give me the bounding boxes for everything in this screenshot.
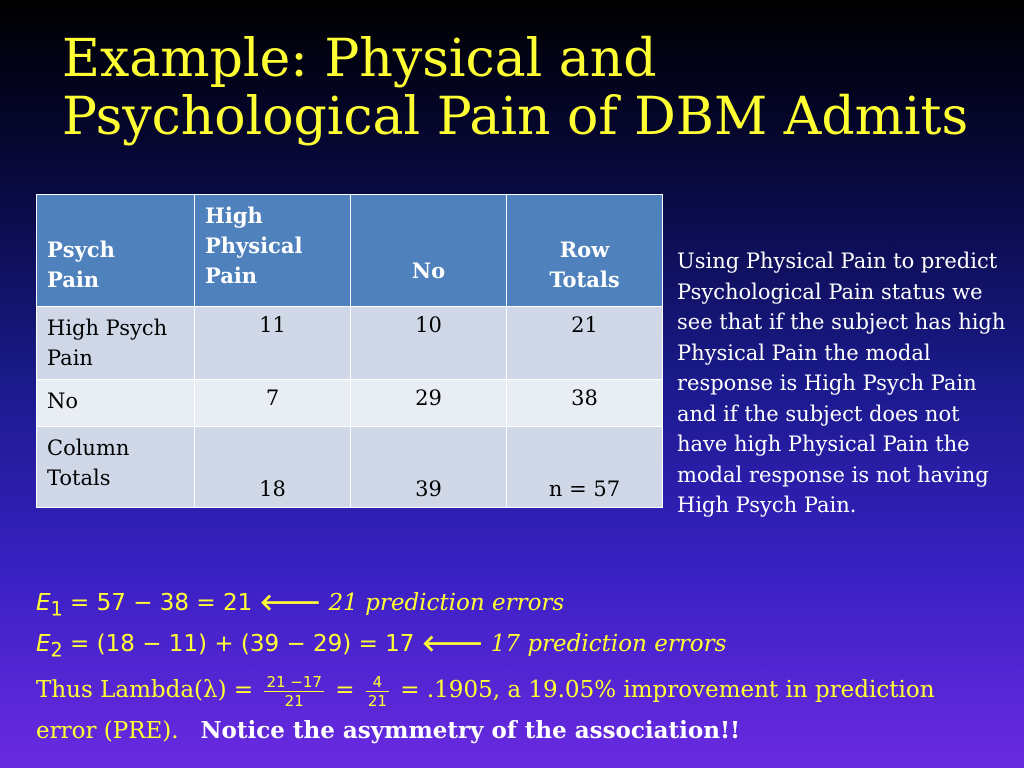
- header-psych-pain: [37, 195, 195, 307]
- header-high-physical-line3: Pain: [205, 263, 258, 288]
- cell-total: 38: [507, 380, 663, 427]
- lambda-result: = .1905, a 19.05% improvement in prediction: [392, 677, 935, 704]
- e2-errors-text: 17 prediction errors: [483, 630, 727, 657]
- header-psych-pain-line2: Pain: [47, 267, 100, 292]
- cell-no: 29: [351, 380, 507, 427]
- header-high-physical-line2: Physical: [205, 233, 303, 258]
- row-label: [37, 307, 195, 380]
- cell-no: 10: [351, 307, 507, 380]
- header-no-label: No: [411, 258, 446, 283]
- header-row-totals: [507, 195, 663, 307]
- e1-subscript: 1: [50, 597, 63, 621]
- e2-subscript: 2: [50, 638, 63, 662]
- cell-total: n = 57: [507, 427, 663, 508]
- row-label-line1: Column: [47, 436, 130, 460]
- cell-high-physical: 18: [195, 427, 351, 508]
- cell-no: 39: [351, 427, 507, 508]
- table-row: [37, 307, 663, 380]
- header-no: [351, 195, 507, 307]
- left-arrow-icon: 🡐: [421, 630, 484, 657]
- row-label: [37, 380, 195, 427]
- formula-block: [36, 586, 1011, 749]
- row-label-line1: High Psych: [47, 316, 168, 340]
- fraction-2: [366, 673, 389, 710]
- e1-variable: E: [36, 590, 51, 616]
- title-line-2: Psychological Pain of DBM Admits: [62, 87, 969, 147]
- fraction-1-numerator: 21 −17: [266, 672, 322, 691]
- header-row-totals-line1: Row: [559, 237, 610, 262]
- table-row: [37, 427, 663, 508]
- fraction-2-numerator: 4: [366, 673, 389, 692]
- explanation-text: Using Physical Pain to predict Psychological Pain status we see that if the subject has high Physical Pain the modal response is High Psych Pain and if the subject does not have high Physical Pain the modal response is not having High Psych Pain.: [677, 249, 1006, 517]
- header-high-physical-pain: [195, 195, 351, 307]
- e2-expression: = (18 − 11) + (39 − 29) = 17: [62, 630, 422, 657]
- row-label: [37, 427, 195, 508]
- equals-sign: =: [327, 677, 362, 704]
- header-psych-pain-line1: Psych: [47, 237, 115, 262]
- left-arrow-icon: 🡐: [259, 590, 322, 616]
- formula-pre: [36, 713, 1011, 749]
- asymmetry-emphasis: Notice the asymmetry of the association!!: [200, 717, 741, 745]
- formula-lambda: [36, 667, 1011, 713]
- contingency-table: [36, 194, 663, 508]
- fraction-1-denominator: 21: [284, 691, 304, 710]
- fraction-1: [264, 673, 324, 710]
- table-row: [37, 380, 663, 427]
- row-label-line2: Totals: [47, 466, 111, 490]
- row-label-line1: No: [47, 389, 79, 413]
- cell-high-physical: 7: [195, 380, 351, 427]
- formula-e1: [36, 586, 1011, 627]
- title-line-1: Example: Physical and: [62, 29, 657, 89]
- header-row-totals-line2: Totals: [549, 267, 620, 292]
- cell-total: 21: [507, 307, 663, 380]
- e1-errors-text: 21 prediction errors: [321, 590, 565, 616]
- e2-variable: E: [36, 630, 51, 657]
- table-header-row: [37, 195, 663, 307]
- header-high-physical-line1: High: [205, 203, 263, 228]
- fraction-2-denominator: 21: [367, 691, 387, 710]
- pre-text: error (PRE).: [36, 718, 179, 745]
- cell-high-physical: 11: [195, 307, 351, 380]
- lambda-prefix: Thus Lambda(λ) =: [36, 677, 261, 704]
- row-label-line2: Pain: [47, 346, 93, 370]
- e1-expression: = 57 − 38 = 21: [62, 590, 260, 616]
- slide-title: [62, 30, 1002, 146]
- formula-e2: [36, 627, 1011, 668]
